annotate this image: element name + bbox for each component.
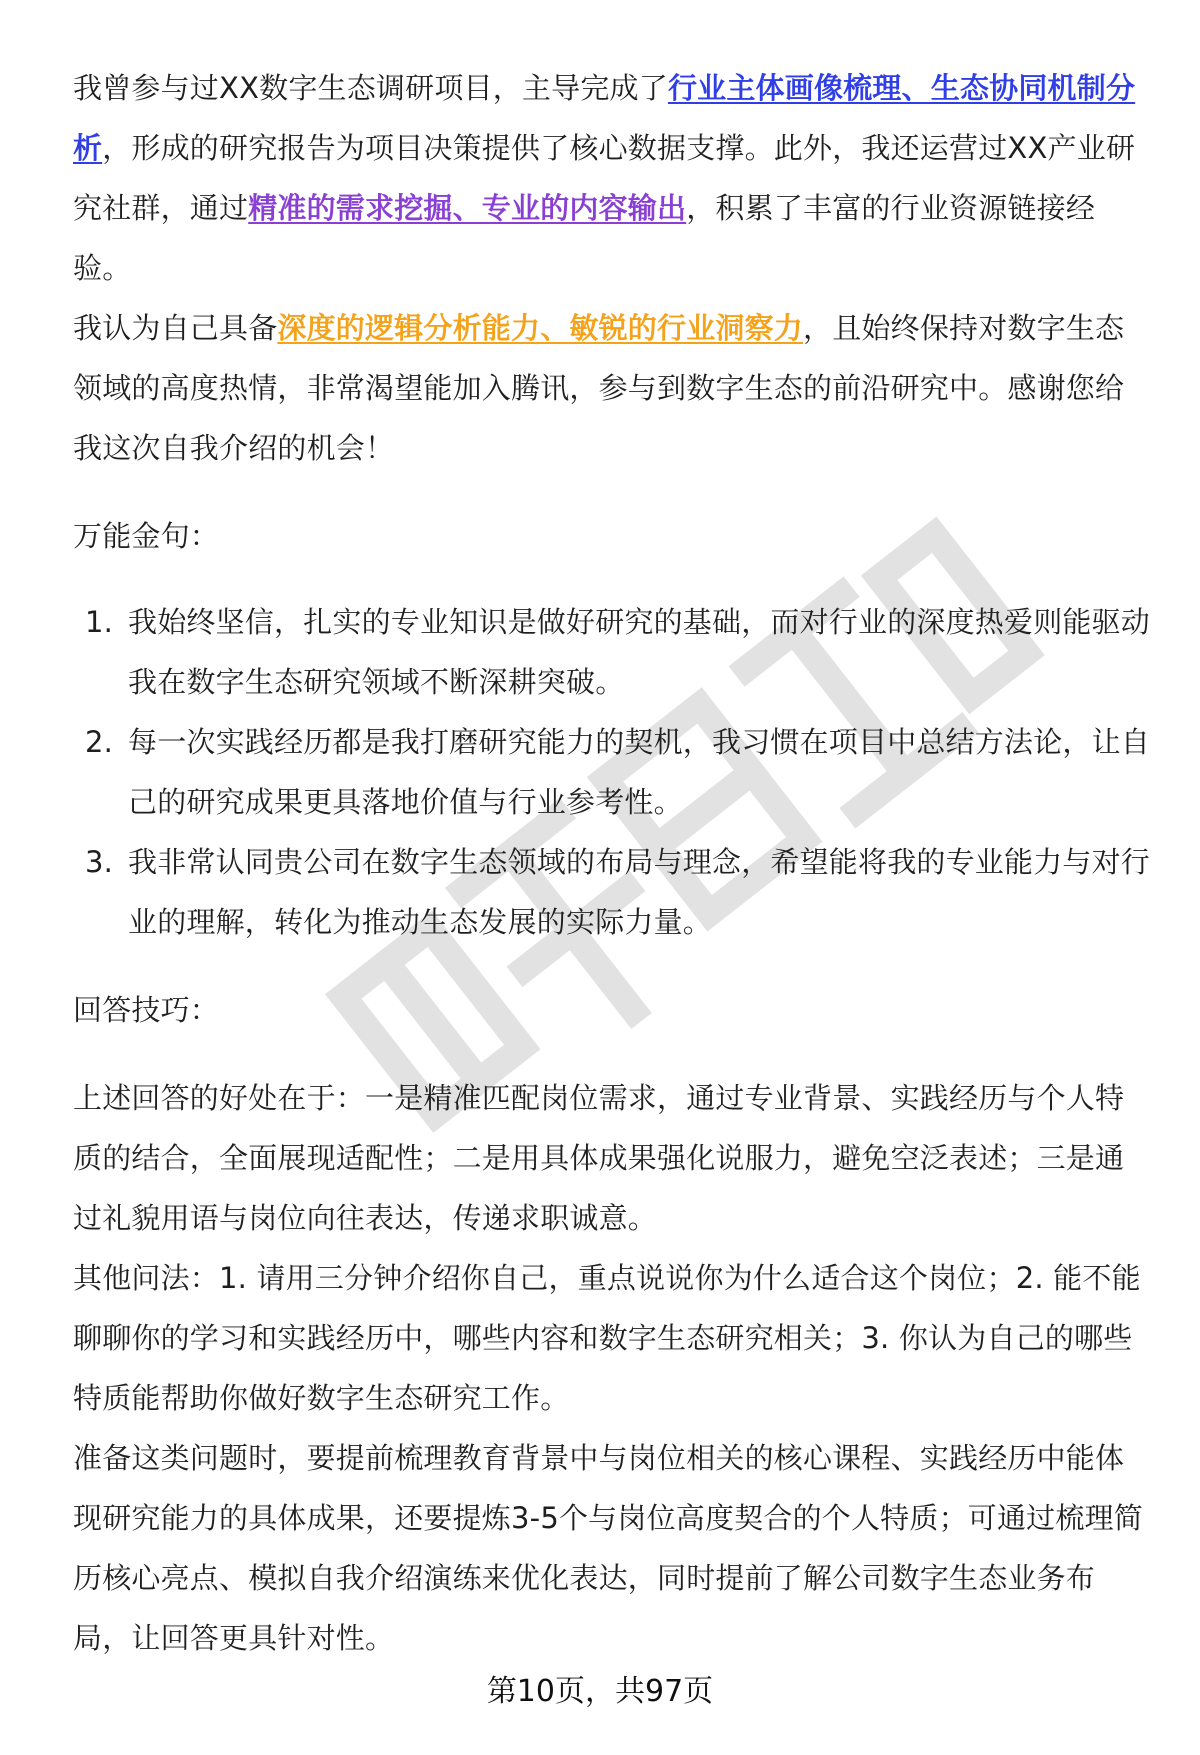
- highlight-orange: 深度的逻辑分析能力、敏锐的行业洞察力: [277, 311, 804, 345]
- intro-paragraph-experience: [73, 58, 1153, 298]
- quotes-heading: 万能金句：: [73, 519, 220, 553]
- list-item-text: 我始终坚信，扎实的专业知识是做好研究的基础，而对行业的深度热爱则能驱动我在数字生态研究领域不断深耕突破。: [128, 605, 1151, 699]
- tips-heading: 回答技巧：: [73, 993, 220, 1027]
- tips-benefits-paragraph: 上述回答的好处在于：一是精准匹配岗位需求，通过专业背景、实践经历与个人特质的结合，全面展现适配性；二是用具体成果强化说服力，避免空泛表述；三是通过礼貌用语与岗位向往表达，传递求职诚意。: [73, 1081, 1125, 1235]
- list-item: [73, 832, 1153, 952]
- tips-other-asks-paragraph: 其他问法：1. 请用三分钟介绍你自己，重点说说你为什么适合这个岗位；2. 能不能聊聊你的学习和实践经历中，哪些内容和数字生态研究相关；3. 你认为自己的哪些特质能帮助你做好数字生态研究工作。: [73, 1261, 1141, 1415]
- quotes-list: [73, 592, 1153, 952]
- text-span: 我曾参与过XX数字生态调研项目，主导完成了: [73, 71, 668, 105]
- list-item: [73, 592, 1153, 712]
- list-number: 1.: [85, 605, 114, 639]
- document-body: [73, 58, 1153, 1668]
- list-item-text: 我非常认同贵公司在数字生态领域的布局与理念，希望能将我的专业能力与对行业的理解，转化为推动生态发展的实际力量。: [128, 845, 1151, 939]
- text-span: 我认为自己具备: [73, 311, 278, 345]
- page-number-footer: 第10页，共97页: [486, 1674, 714, 1709]
- list-item: [73, 712, 1153, 832]
- list-item-text: 每一次实践经历都是我打磨研究能力的契机，我习惯在项目中总结方法论，让自己的研究成果更具落地价值与行业参考性。: [128, 725, 1151, 819]
- text-span: ，形成的研究报告为项目决策提供了核心数据支撑。此外，我还运营过XX产业研究社群，通过: [73, 131, 1136, 225]
- tips-prepare-paragraph: 准备这类问题时，要提前梳理教育背景中与岗位相关的核心课程、实践经历中能体现研究能力的具体成果，还要提炼3-5个与岗位高度契合的个人特质；可通过梳理简历核心亮点、模拟自我介绍演练来优化表达，同时提前了解公司数字生态业务布局，让回答更具针对性。: [73, 1441, 1143, 1655]
- text-span: ，且始终保持对数字生态领域的高度热情，非常渴望能加入腾讯，参与到数字生态的前沿研究中。感谢您给我这次自我介绍的机会！: [73, 311, 1125, 465]
- list-number: 3.: [85, 845, 114, 879]
- list-number: 2.: [85, 725, 114, 759]
- highlight-blue: 行业主体画像梳理、生态协同机制分析: [73, 71, 1136, 165]
- highlight-purple: 精准的需求挖掘、专业的内容输出: [248, 191, 687, 225]
- text-span: ，积累了丰富的行业资源链接经验。: [73, 191, 1096, 285]
- intro-paragraph-closing: [73, 298, 1153, 478]
